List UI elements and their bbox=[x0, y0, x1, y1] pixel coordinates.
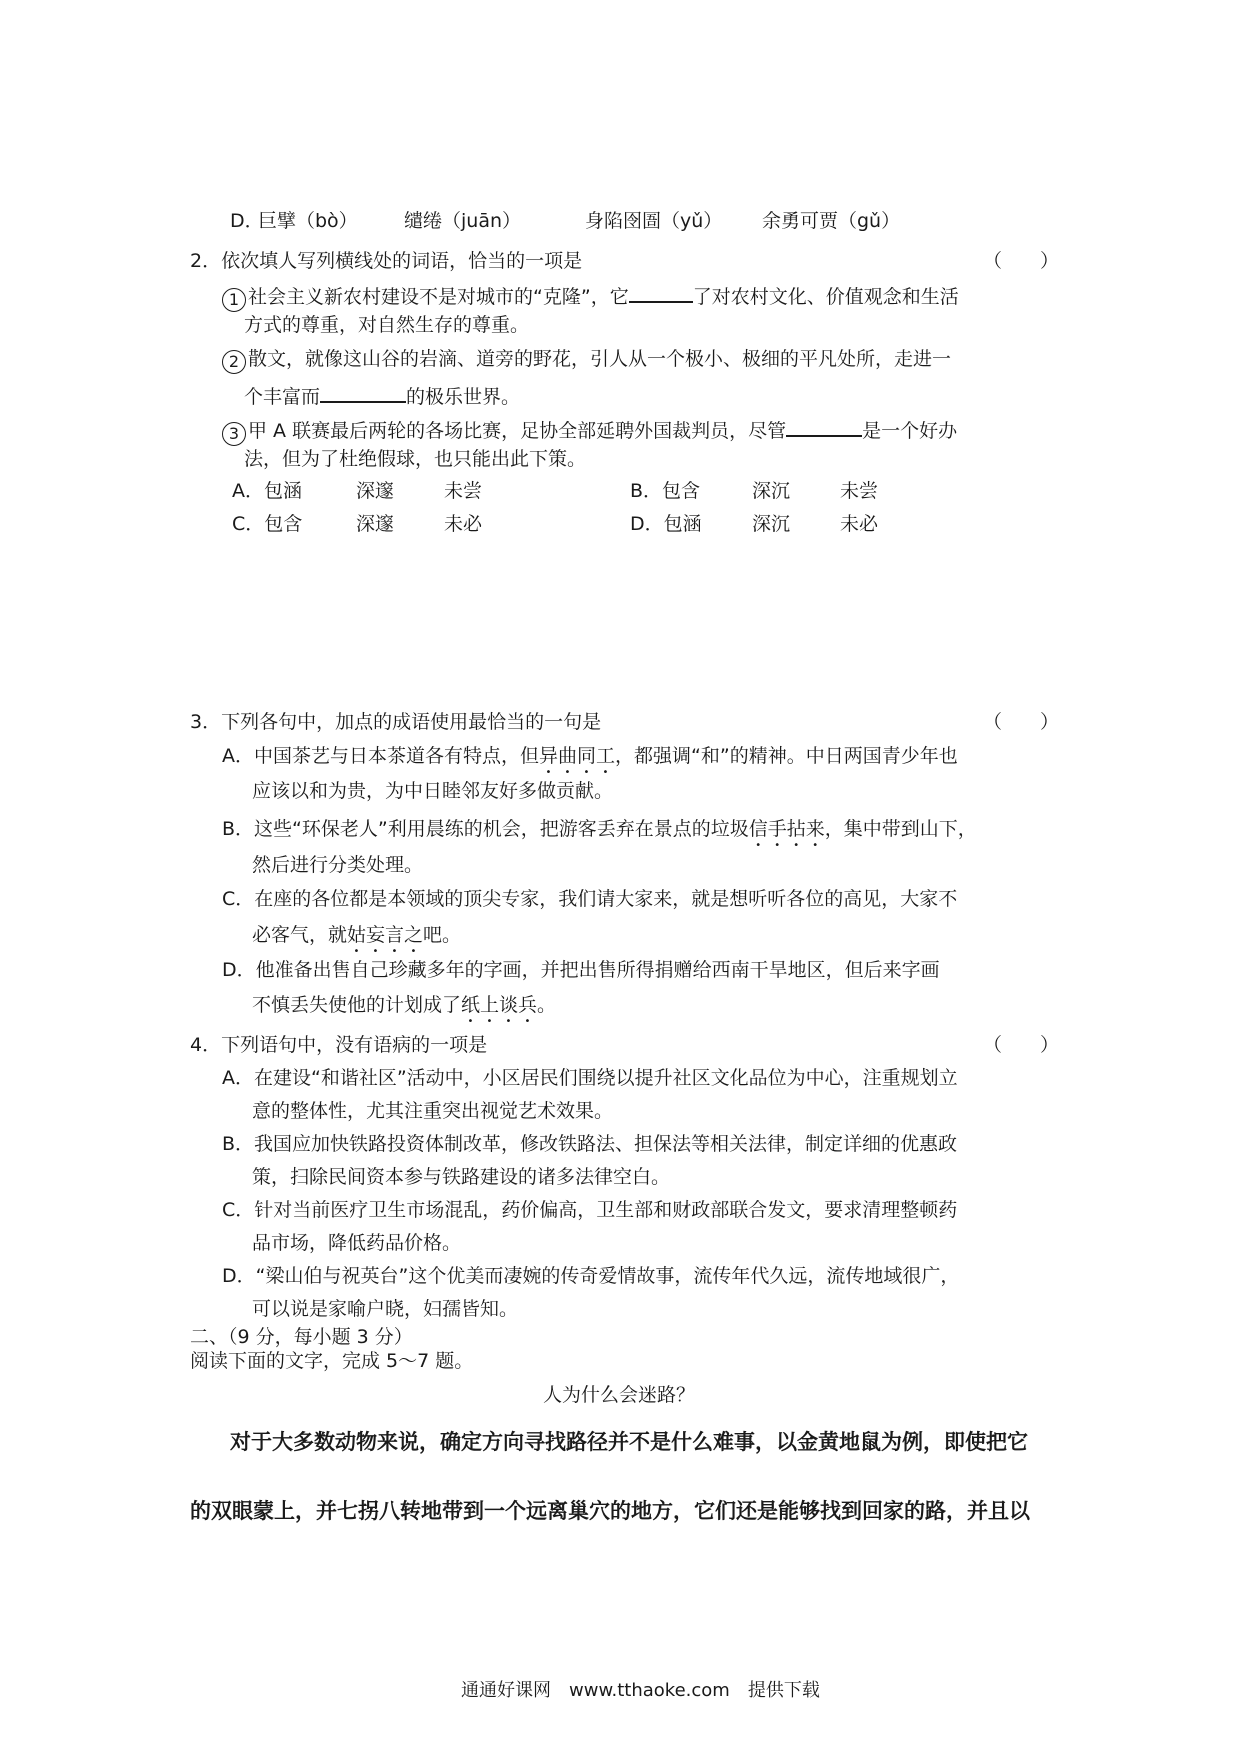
passage-title: 人为什么会迷路？ bbox=[543, 1384, 696, 1406]
q1d-word-4: 余勇可贾（gǔ） bbox=[762, 210, 901, 232]
q2-opt-d-w1: D．包涵 bbox=[630, 513, 702, 535]
q2-opt-b-w1: B．包含 bbox=[630, 480, 701, 502]
q2-option-d[interactable] bbox=[630, 515, 702, 534]
q2-opt-a-w1: A．包涵 bbox=[232, 480, 302, 502]
q4-d-continued: 可以说是家喻户晓，妇孺皆知。 bbox=[252, 1298, 519, 1320]
q4-option-d[interactable]: D．“梁山伯与祝英台”这个优美而凄婉的传奇爱情故事，流传年代久远，流传地域很广， bbox=[222, 1265, 960, 1287]
q3-c-part-3: 吧。 bbox=[423, 924, 462, 946]
q4-a-continued: 意的整体性，尤其注重突出视觉艺术效果。 bbox=[252, 1100, 614, 1122]
q2-opt-a-w3: 未尝 bbox=[444, 480, 483, 502]
q2-s1-part-a: 社会主义新农村建设不是对城市的“克隆”，它 bbox=[248, 286, 629, 308]
q2-s3-continued: 法，但为了杜绝假球，也只能出此下策。 bbox=[244, 448, 587, 470]
q4-answer-paren[interactable]: （ ） bbox=[982, 1034, 1059, 1056]
q2-opt-c-w1: C．包含 bbox=[232, 513, 303, 535]
q2-s3-part-a: 甲 A 联赛最后两轮的各场比赛，足协全部延聘外国裁判员，尽管 bbox=[248, 420, 787, 442]
q3-c-dotted-idiom: 姑妄言之 bbox=[347, 924, 424, 946]
q3-a-continued: 应该以和为贵，为中日睦邻友好多做贡献。 bbox=[252, 780, 614, 802]
q2-blank-1[interactable] bbox=[629, 283, 693, 303]
q2-opt-b-w3: 未尝 bbox=[840, 480, 879, 502]
q3-d-part-2: 不慎丢失使他的计划成了 bbox=[252, 994, 462, 1016]
q4-option-c[interactable]: C．针对当前医疗卫生市场混乱，药价偏高，卫生部和财政部联合发文，要求清理整顿药 bbox=[222, 1199, 958, 1221]
q2-circle-2: 2 bbox=[222, 350, 246, 374]
q3-option-b[interactable] bbox=[222, 818, 977, 851]
q4-option-a[interactable]: A．在建设“和谐社区”活动中，小区居民们围绕以提升社区文化品位为中心，注重规划立 bbox=[222, 1067, 958, 1089]
q2-opt-c-w3: 未必 bbox=[444, 513, 483, 535]
passage-paragraph-line-1: 对于大多数动物来说，确定方向寻找路径并不是什么难事，以金黄地鼠为例，即使把它 bbox=[230, 1430, 1028, 1454]
q4-c-continued: 品市场，降低药品价格。 bbox=[252, 1232, 462, 1254]
q2-opt-d-w2: 深沉 bbox=[752, 513, 791, 535]
q3-a-part-2: ，都强调“和”的精神。中日两国青少年也 bbox=[615, 745, 958, 767]
q2-s1-part-b: 了对农村文化、价值观念和生活 bbox=[692, 286, 959, 308]
q2-blank-2[interactable] bbox=[320, 383, 406, 403]
q3-c-part-1: C．在座的各位都是本领域的顶尖专家，我们请大家来，就是想听听各位的高见，大家不 bbox=[222, 888, 958, 910]
q2-s2-continued bbox=[244, 383, 520, 407]
q2-opt-d-w3: 未必 bbox=[840, 513, 879, 535]
q3-b-continued: 然后进行分类处理。 bbox=[252, 854, 424, 876]
q1d-word-2: 缱绻（juān） bbox=[404, 210, 522, 232]
q3-d-part-1: D．他准备出售自己珍藏多年的字画，并把出售所得捐赠给西南干旱地区，但后来字画 bbox=[222, 959, 940, 981]
q2-blank-3[interactable] bbox=[786, 417, 862, 437]
q3-c-continued bbox=[252, 924, 461, 957]
q2-s2-part-c: 的极乐世界。 bbox=[406, 386, 521, 408]
q4-b-continued: 策，扫除民间资本参与铁路建设的诸多法律空白。 bbox=[252, 1166, 671, 1188]
q3-d-continued bbox=[252, 994, 556, 1027]
q4-stem: 4．下列语句中，没有语病的一项是 bbox=[190, 1034, 488, 1056]
q3-c-part-2: 必客气，就 bbox=[252, 924, 348, 946]
q1d-word-3: 身陷囹圄（yǔ） bbox=[585, 210, 723, 232]
q3-d-part-3: 。 bbox=[537, 994, 557, 1016]
q2-circle-1: 1 bbox=[222, 288, 246, 312]
q3-option-a[interactable] bbox=[222, 745, 958, 778]
q3-b-part-1: B．这些“环保老人”利用晨练的机会，把游客丢弃在景点的垃圾 bbox=[222, 818, 749, 840]
passage-paragraph-line-2: 的双眼蒙上，并七拐八转地带到一个远离巢穴的地方，它们还是能够找到回家的路，并且以 bbox=[190, 1499, 1030, 1523]
q2-opt-b-w2: 深沉 bbox=[752, 480, 791, 502]
q1d-word-1: 巨擘（bò） bbox=[258, 210, 358, 232]
q2-opt-c-w2: 深邃 bbox=[356, 513, 395, 535]
q3-stem: 3．下列各句中，加点的成语使用最恰当的一句是 bbox=[190, 711, 602, 733]
q3-answer-paren[interactable]: （ ） bbox=[982, 711, 1059, 733]
q4-option-b[interactable]: B．我国应加快铁路投资体制改革，修改铁路法、担保法等相关法律，制定详细的优惠政 bbox=[222, 1133, 958, 1155]
q3-d-dotted-idiom: 纸上谈兵 bbox=[461, 994, 538, 1016]
page-footer: 通通好课网 www.tthaoke.com 提供下载 bbox=[461, 1680, 820, 1701]
q3-b-dotted-idiom: 信手拈来 bbox=[748, 818, 825, 840]
q2-s1-continued: 方式的尊重，对自然生存的尊重。 bbox=[244, 314, 530, 336]
q2-circle-3: 3 bbox=[222, 422, 246, 446]
q2-sentence-1 bbox=[222, 283, 959, 312]
q2-s3-part-b: 是一个好办 bbox=[862, 420, 958, 442]
section-2-heading: 二、（9 分，每小题 3 分） bbox=[190, 1326, 413, 1348]
q3-option-c[interactable] bbox=[222, 890, 957, 909]
q2-option-c[interactable] bbox=[232, 515, 302, 534]
q2-sentence-3 bbox=[222, 417, 957, 446]
q3-a-part-1: A．中国茶艺与日本茶道各有特点，但 bbox=[222, 745, 539, 767]
q2-s2-part-b: 个丰富而 bbox=[244, 386, 321, 408]
q2-sentence-2 bbox=[222, 350, 951, 374]
section-2-instructions: 阅读下面的文字，完成 5～7 题。 bbox=[190, 1350, 474, 1372]
q2-s2-part-a: 散文，就像这山谷的岩滴、道旁的野花，引人从一个极小、极细的平凡处所，走进一 bbox=[248, 348, 952, 370]
q2-option-a[interactable] bbox=[232, 482, 302, 501]
q2-answer-paren[interactable]: （ ） bbox=[982, 250, 1059, 272]
q3-option-d[interactable] bbox=[222, 961, 940, 980]
q3-a-dotted-idiom: 异曲同工 bbox=[539, 745, 616, 767]
q3-b-part-2: ，集中带到山下， bbox=[824, 818, 977, 840]
q2-stem: 2．依次填人写列横线处的词语，恰当的一项是 bbox=[190, 250, 583, 272]
q2-option-b[interactable] bbox=[630, 482, 700, 501]
q2-opt-a-w2: 深邃 bbox=[356, 480, 395, 502]
q1d-label: D． bbox=[230, 210, 264, 232]
